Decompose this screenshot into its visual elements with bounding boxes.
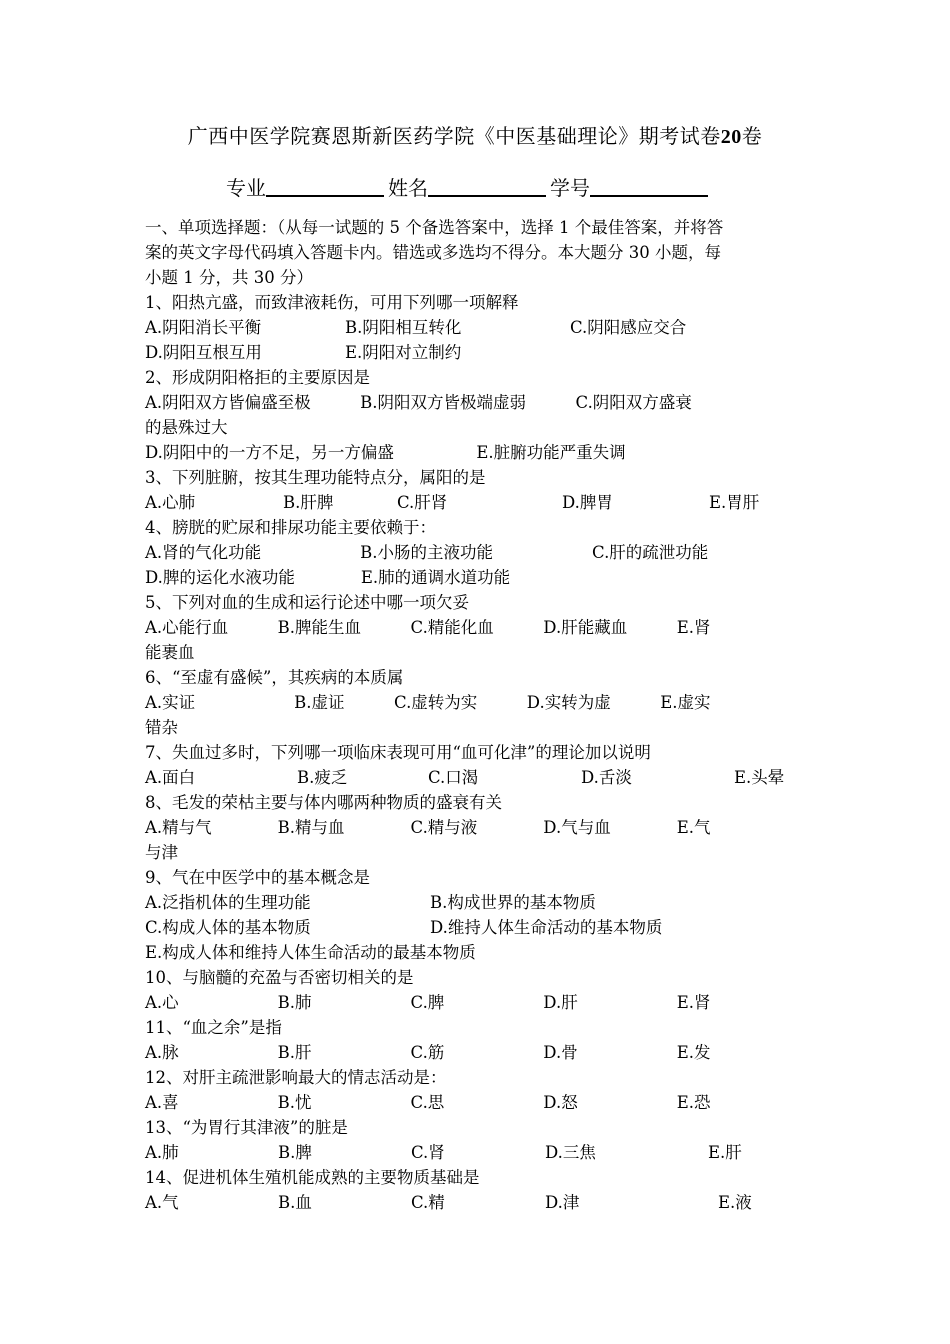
question-stem: 10、与脑髓的充盈与否密切相关的是 — [145, 968, 414, 987]
title-suffix: 卷 — [741, 124, 763, 148]
option-line: D.脾的运化水液功能 E.肺的通调水道功能 — [145, 568, 511, 587]
option: C.肝肾 — [397, 493, 448, 512]
option-row — [145, 1140, 810, 1165]
student-id-label: 学号 — [550, 176, 590, 200]
option: A.面白 — [145, 768, 245, 787]
option-line: A.心 B.肺 C.脾 D.肝 E.肾 — [145, 993, 711, 1012]
option-line: 错杂 — [145, 718, 178, 737]
option: B.疲乏 — [297, 768, 397, 787]
question-stem: 11、“血之余”是指 — [145, 1018, 282, 1037]
option-line: A.肾的气化功能 B.小肠的主液功能 C.肝的疏泄功能 — [145, 543, 709, 562]
option: A.心肺 — [145, 493, 196, 512]
question-stem: 6、“至虚有盛候”，其疾病的本质属 — [145, 668, 404, 687]
option-line: E.构成人体和维持人体生命活动的最基本物质 — [145, 943, 476, 962]
option-line: A.喜 B.忧 C.思 D.怒 E.恐 — [145, 1093, 711, 1112]
option: D.维持人体生命活动的基本物质 — [430, 918, 663, 937]
option-row — [145, 315, 810, 340]
name-label: 姓名 — [388, 176, 428, 200]
option: D.三焦 — [545, 1143, 629, 1162]
option-line: A.心能行血 B.脾能生血 C.精能化血 D.肝能藏血 E.肾 — [145, 618, 711, 637]
option-row — [145, 765, 810, 790]
option-line: A.精与气 B.精与血 C.精与液 D.气与血 E.气 — [145, 818, 711, 837]
option: C.阴阳感应交合 — [570, 318, 687, 337]
title-number: 20 — [720, 126, 742, 148]
option: D.脾胃 — [562, 493, 613, 512]
option-line: A.阴阳双方皆偏盛至极 B.阴阳双方皆极端虚弱 C.阴阳双方盛衰 — [145, 393, 692, 412]
question-stem: 2、形成阴阳格拒的主要原因是 — [145, 368, 370, 387]
student-id-blank[interactable] — [590, 175, 708, 197]
question-stem: 12、对肝主疏泄影响最大的情志活动是： — [145, 1068, 447, 1087]
question-stem: 7、失血过多时，下列哪一项临床表现可用“血可化津”的理论加以说明 — [145, 743, 651, 762]
question-stem: 14、促进机体生殖机能成熟的主要物质基础是 — [145, 1168, 480, 1187]
major-label: 专业 — [226, 176, 266, 200]
option: E.胃肝 — [709, 493, 760, 512]
option: C.肾 — [411, 1143, 462, 1162]
option: D.津 — [545, 1193, 629, 1212]
student-info-fields — [226, 172, 712, 201]
option: C.口渴 — [428, 768, 528, 787]
question-stem: 8、毛发的荣枯主要与体内哪两种物质的盛衰有关 — [145, 793, 502, 812]
option: B.阴阳相互转化 — [345, 318, 462, 337]
title-text: 广西中医学院赛恩斯新医药学院《中医基础理论》期考试卷 — [187, 124, 721, 148]
option-line: A.实证 B.虚证 C.虚转为实 D.实转为虚 E.虚实 — [145, 693, 711, 712]
major-blank[interactable] — [266, 175, 384, 197]
option: B.脾 — [278, 1143, 329, 1162]
section-instructions-line: 小题 1 分，共 30 分） — [145, 268, 313, 287]
option-line: 与津 — [145, 843, 178, 862]
option-line: A.脉 B.肝 C.筋 D.骨 E.发 — [145, 1043, 711, 1062]
section-instructions-line: 一、单项选择题：（从每一试题的 5 个备选答案中，选择 1 个最佳答案，并将答 — [145, 218, 724, 237]
option: D.阴阳互根互用 — [145, 343, 262, 362]
option: E.头晕 — [734, 768, 785, 787]
option: B.构成世界的基本物质 — [430, 893, 596, 912]
question-stem: 9、气在中医学中的基本概念是 — [145, 868, 370, 887]
question-stem: 1、阳热亢盛，而致津液耗伤，可用下列哪一项解释 — [145, 293, 519, 312]
option-row — [145, 1190, 810, 1215]
question-section — [145, 215, 810, 1215]
option: C.构成人体的基本物质 — [145, 918, 361, 937]
question-stem: 5、下列对血的生成和运行论述中哪一项欠妥 — [145, 593, 469, 612]
option: A.泛指机体的生理功能 — [145, 893, 361, 912]
option: A.阴阳消长平衡 — [145, 318, 262, 337]
exam-title — [0, 120, 950, 149]
question-stem: 13、“为胃行其津液”的脏是 — [145, 1118, 348, 1137]
question-stem: 4、膀胱的贮尿和排尿功能主要依赖于： — [145, 518, 436, 537]
name-blank[interactable] — [428, 175, 546, 197]
option: B.肝脾 — [283, 493, 334, 512]
option-row — [145, 490, 810, 515]
option: E.肝 — [708, 1143, 742, 1162]
section-instructions-line: 案的英文字母代码填入答题卡内。错选或多选均不得分。本大题分 30 小题，每 — [145, 243, 721, 262]
question-stem: 3、下列脏腑，按其生理功能特点分，属阳的是 — [145, 468, 486, 487]
option: B.血 — [278, 1193, 329, 1212]
option: E.阴阳对立制约 — [345, 343, 462, 362]
option: A.气 — [145, 1193, 196, 1212]
option: D.舌淡 — [581, 768, 682, 787]
option-line: 能裹血 — [145, 643, 195, 662]
option: C.精 — [411, 1193, 462, 1212]
option-row — [145, 890, 810, 915]
option: A.肺 — [145, 1143, 196, 1162]
option-row — [145, 340, 810, 365]
option: E.液 — [718, 1193, 752, 1212]
option-row — [145, 915, 810, 940]
option-line: 的悬殊过大 — [145, 418, 228, 437]
option-line: D.阴阳中的一方不足，另一方偏盛 E.脏腑功能严重失调 — [145, 443, 626, 462]
